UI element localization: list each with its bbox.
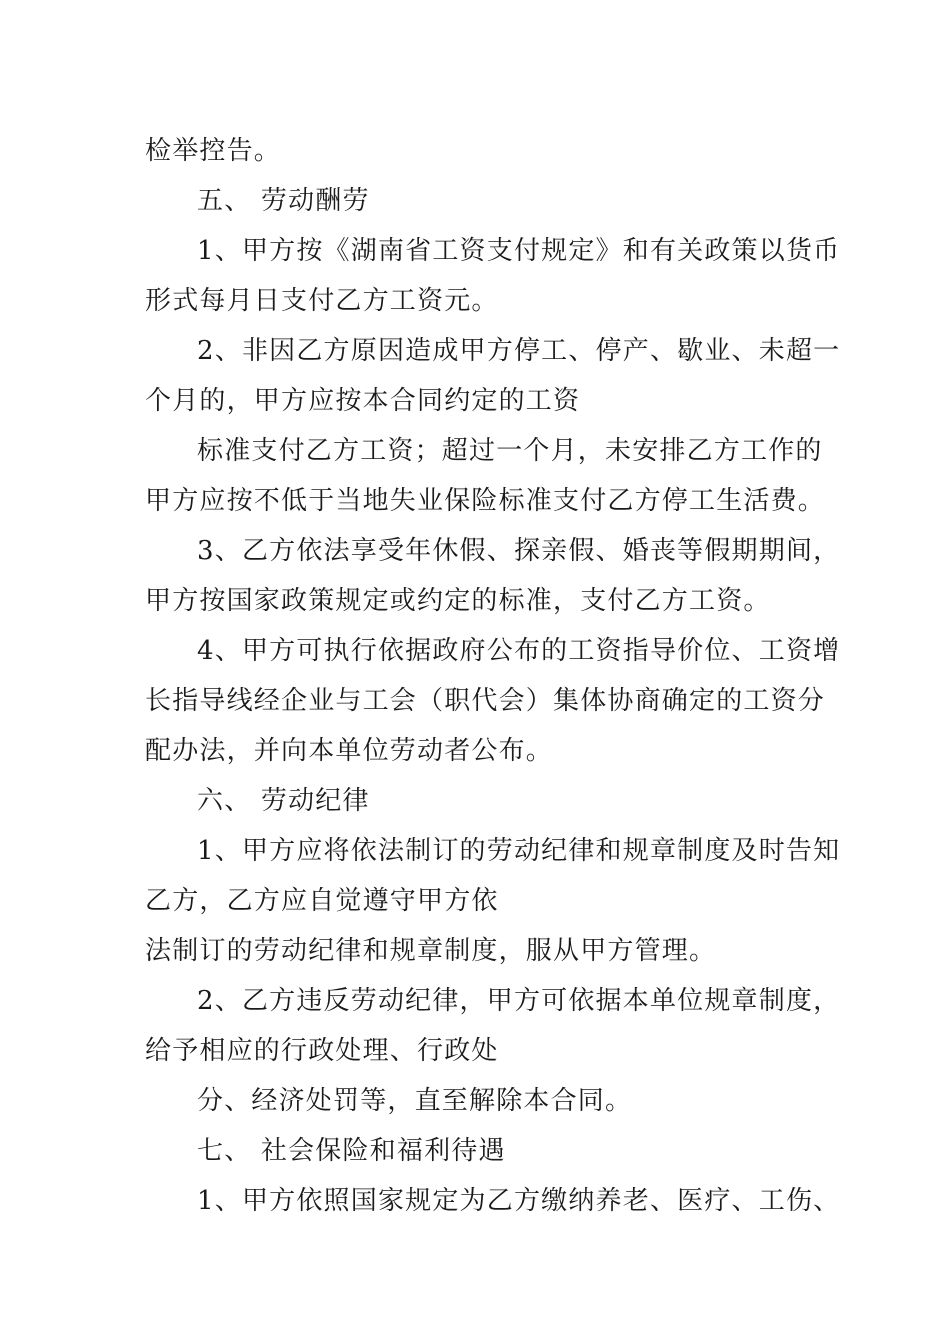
text-line: 4、甲方可执行依据政府公布的工资指导价位、工资增 [197,636,841,666]
text-line: 给予相应的行政处理、行政处 [145,1036,499,1066]
text-line: 2、乙方违反劳动纪律，甲方可依据本单位规章制度， [197,986,841,1016]
text-line: 分、经济处罚等，直至解除本合同。 [197,1086,633,1116]
text-line: 甲方应按不低于当地失业保险标准支付乙方停工生活费。 [145,486,826,516]
text-line: 3、乙方依法享受年休假、探亲假、婚丧等假期期间， [197,536,841,566]
text-line: 长指导线经企业与工会（职代会）集体协商确定的工资分 [145,686,826,716]
text-line: 甲方按国家政策规定或约定的标准，支付乙方工资。 [145,586,771,616]
text-line: 1、甲方应将依法制订的劳动纪律和规章制度及时告知 [197,836,841,866]
text-line: 标准支付乙方工资；超过一个月，未安排乙方工作的 [197,436,823,466]
text-line: 乙方，乙方应自觉遵守甲方依 [145,886,499,916]
text-line: 形式每月日支付乙方工资元。 [145,286,499,316]
text-line: 2、非因乙方原因造成甲方停工、停产、歇业、未超一 [197,336,841,366]
section-heading-7: 七、 社会保险和福利待遇 [197,1136,506,1166]
text-line: 个月的，甲方应按本合同约定的工资 [145,386,581,416]
section-heading-6: 六、 劳动纪律 [197,786,370,816]
text-line: 法制订的劳动纪律和规章制度，服从甲方管理。 [145,936,717,966]
text-line: 配办法，并向本单位劳动者公布。 [145,736,554,766]
text-line: 检举控告。 [145,136,282,166]
text-line: 1、甲方按《湖南省工资支付规定》和有关政策以货币 [197,236,841,266]
section-heading-5: 五、 劳动酬劳 [197,186,370,216]
text-line: 1、甲方依照国家规定为乙方缴纳养老、医疗、工伤、 [197,1186,841,1216]
